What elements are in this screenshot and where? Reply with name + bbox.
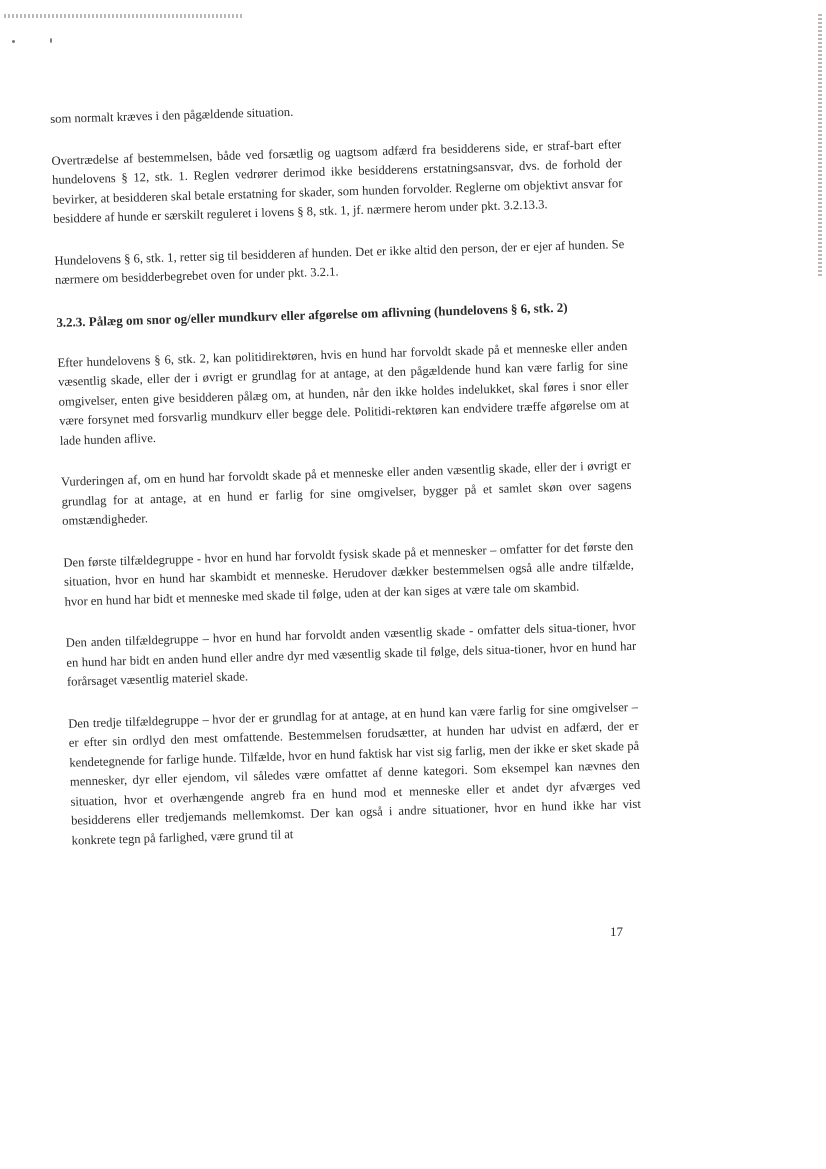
scan-edge-top	[4, 14, 244, 18]
page-number: 17	[610, 924, 623, 939]
section-heading: 3.2.3. Pålæg om snor og/eller mundkurv eller afgørelse om aflivning (hundelovens § 6, stk. 2)	[56, 299, 568, 330]
scan-speck	[12, 40, 15, 43]
paragraph: Overtrædelse af bestemmelsen, både ved forsætlig og uagtsom adfærd fra besidderens side, er straf-bart efter hundelovens § 12, stk. 1. Reglen vedrører derimod ikke besidderens erstatningsansvar, dvs. de forhold der bevirker, at besidderen skal betale erstatning for skader, som hunden forvolder. Reglerne om objektivt ansvar for besiddere af hunde er særskilt reguleret i lovens § 8, stk. 1, jf. nærmere herom under pkt. 3.2.13.3.	[51, 136, 623, 226]
scan-speck	[50, 38, 52, 43]
paragraph: Den anden tilfældegruppe – hvor en hund har forvoldt anden væsentlig skade - omfatter dels situa-tioner, hvor en hund har bidt en anden hund eller andre dyr med væsentlig skade til følge, dels situa-tioner, hvor en hund har forårsaget væsentlig materiel skade.	[65, 618, 637, 689]
paragraph: Den tredje tilfældegruppe – hvor der er grundlag for at antage, at en hund kan være farlig for sine omgivelser – er efter sin ordlyd den mest omfattende. Bestemmelsen forudsætter, at hunden har udvist en adfærd, der er kendetegnende for farlige hunde. Tilfælde, hvor en hund faktisk har vist sig farlig, men der ikke er sket skade på mennesker, dyr eller ejendom, vil således være omfattet af denne kategori. Som eksempel kan nævnes den situation, hvor et overhængende angreb fra en hund mod et menneske eller et andet dyr afværges ved besidderens eller tredjemands mellemkomst. Der kan også i andre situationer, hvor en hund ikke har vist konkrete tegn på farlighed, være grund til at	[67, 699, 642, 848]
paragraph: som normalt kræves i den pågældende situation.	[50, 104, 294, 126]
body-text	[50, 93, 642, 873]
paragraph: Den første tilfældegruppe - hvor en hund har forvoldt fysisk skade på et mennesker – omfatter for det første den situation, hvor en hund har skambidt et menneske. Herudover dækker bestemmelsen også alle andre tilfælde, hvor en hund har bidt et menneske med skade til følge, uden at der kan siges at være tale om skambid.	[63, 538, 634, 609]
paragraph: Efter hundelovens § 6, stk. 2, kan politidirektøren, hvis en hund har forvoldt skade på et menneske eller anden væsentlig skade, eller der i øvrigt er grundlag for at antage, at den pågældende hund kan være farlig for sine omgivelser, enten give besidderen pålæg om, at hunden, når den ikke holdes indelukket, skal føres i snor eller være forsynet med forsvarlig mundkurv eller begge dele. Politidi-rektøren kan endvidere træffe afgørelse om at lade hunden aflive.	[57, 338, 630, 448]
paragraph: Vurderingen af, om en hund har forvoldt skade på et menneske eller anden væsentlig skade, eller der i øvrigt er grundlag for at antage, at en hund er farlig for sine omgivelser, bygger på et samlet skøn over sagens omstændigheder.	[60, 457, 632, 528]
scan-edge-right	[818, 14, 822, 276]
paragraph: Hundelovens § 6, stk. 1, retter sig til besidderen af hunden. Det er ikke altid den person, der er ejer af hunden. Se nærmere om besidderbegrebet oven for under pkt. 3.2.1.	[54, 236, 625, 287]
